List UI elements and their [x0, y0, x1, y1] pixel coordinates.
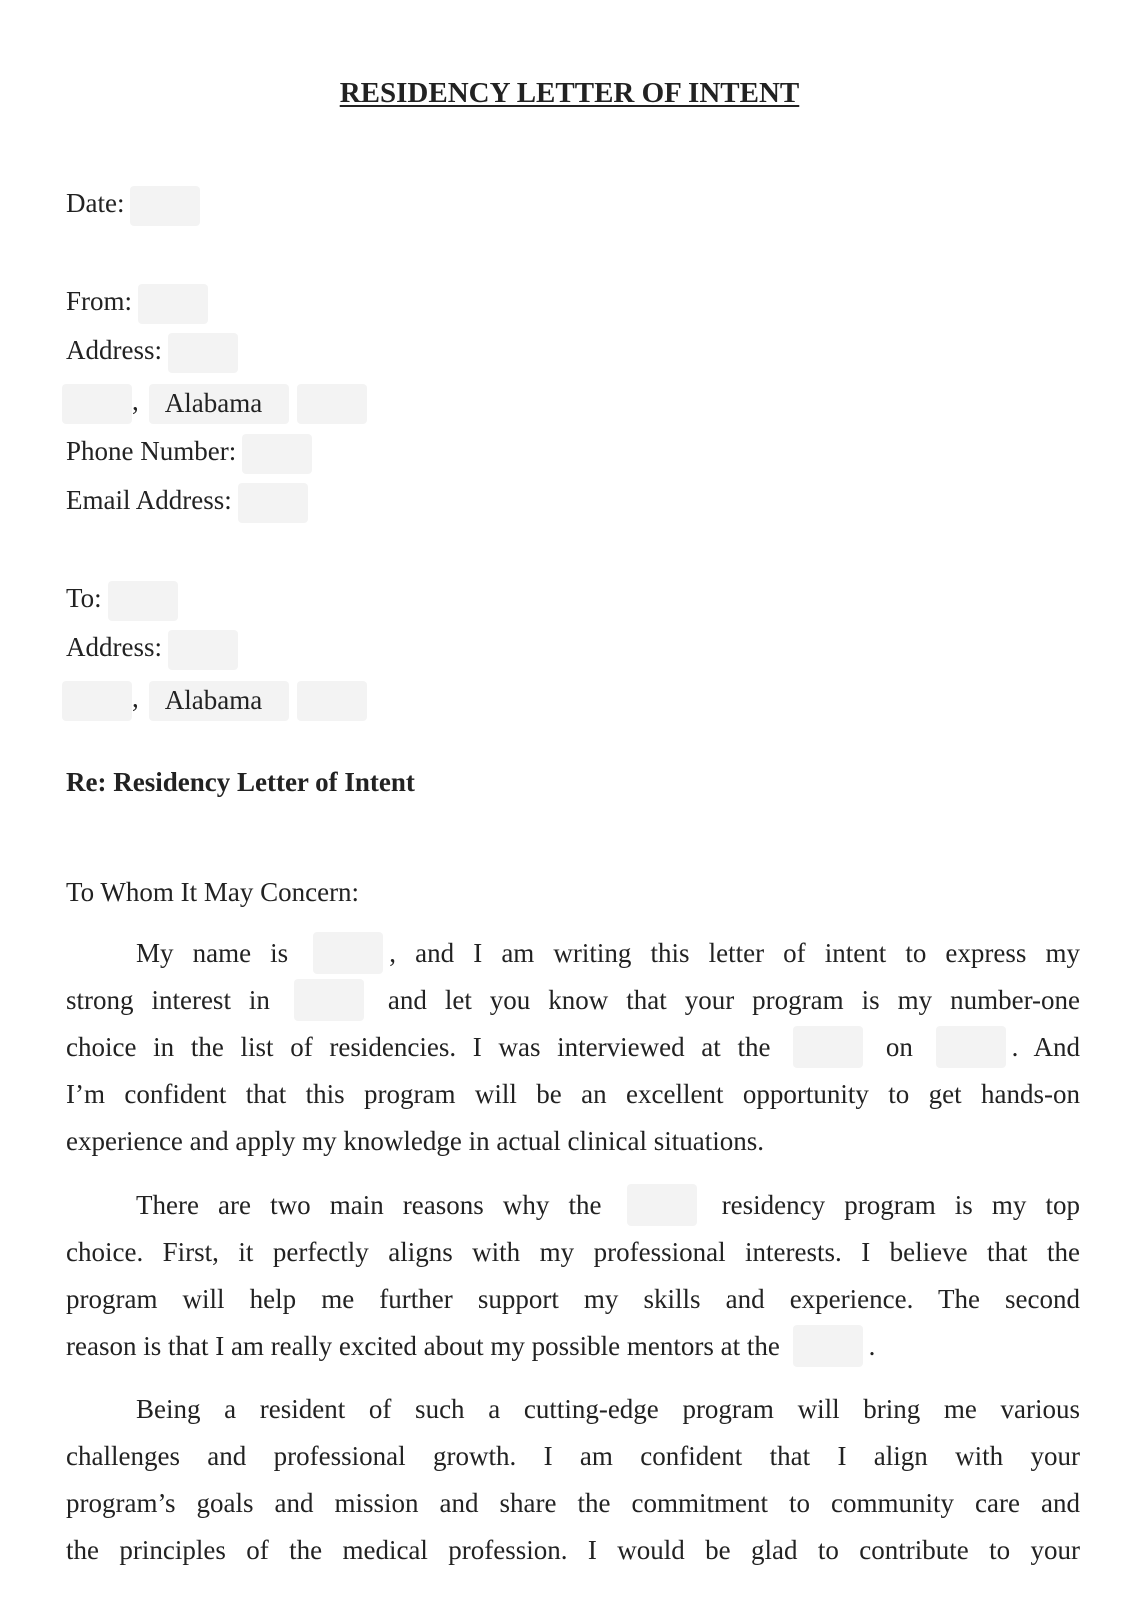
- paragraph-line: choice. First, it perfectly aligns with my professional interests. I believe that the: [66, 1237, 1080, 1267]
- comma: ,: [132, 683, 139, 714]
- to-city-state-line: [62, 681, 367, 721]
- subject-line: Re: Residency Letter of Intent: [66, 767, 415, 797]
- to-label: To:: [66, 583, 102, 614]
- mentor-institution-field[interactable]: [793, 1325, 863, 1367]
- to-zip-field[interactable]: [297, 681, 367, 721]
- applicant-name-field[interactable]: [313, 932, 383, 974]
- paragraph-3: [66, 1386, 1080, 1574]
- from-address-field[interactable]: [168, 333, 238, 373]
- from-address-label: Address:: [66, 335, 162, 366]
- paragraph-line: the principles of the medical profession. I would be glad to contribute to your: [66, 1535, 1080, 1565]
- program-field[interactable]: [294, 979, 364, 1021]
- paragraph-line: Being a resident of such a cutting-edge program will bring me various: [136, 1394, 1080, 1424]
- institution-field[interactable]: [793, 1026, 863, 1068]
- from-address-line: [66, 333, 238, 373]
- from-state-value: Alabama: [164, 388, 263, 418]
- to-address-label: Address:: [66, 632, 162, 663]
- residency-program-field[interactable]: [627, 1184, 697, 1226]
- paragraph-line: There are two main reasons why the residency program is my top: [66, 1182, 1080, 1229]
- to-state-field[interactable]: [149, 681, 289, 721]
- from-zip-field[interactable]: [297, 384, 367, 424]
- from-label: From:: [66, 286, 133, 317]
- paragraph-line: strong interest in and let you know that your program is my number-one: [66, 977, 1080, 1024]
- date-field[interactable]: [130, 186, 200, 226]
- paragraph-line: choice in the list of residencies. I was interviewed at the on . And: [66, 1024, 1080, 1071]
- date-line: [66, 186, 200, 226]
- paragraph-1: [66, 930, 1080, 1165]
- to-address-line: [66, 630, 238, 670]
- from-city-field[interactable]: [62, 384, 132, 424]
- comma: ,: [132, 386, 139, 417]
- paragraph-line: reason is that I am really excited about my possible mentors at the .: [66, 1323, 1080, 1370]
- from-line: [66, 284, 208, 324]
- from-city-state-line: [62, 384, 367, 424]
- to-name-field[interactable]: [108, 581, 178, 621]
- paragraph-2: [66, 1182, 1080, 1370]
- paragraph-line: program will help me further support my skills and experience. The second: [66, 1284, 1080, 1314]
- date-label: Date:: [66, 188, 125, 219]
- paragraph-line: My name is , and I am writing this letter of intent to express my: [66, 930, 1080, 977]
- to-line: [66, 581, 178, 621]
- to-state-value: Alabama: [164, 685, 263, 715]
- paragraph-line: experience and apply my knowledge in actual clinical situations.: [66, 1126, 765, 1156]
- paragraph-line: program’s goals and mission and share the commitment to community care and: [66, 1488, 1080, 1518]
- document-title: RESIDENCY LETTER OF INTENT: [339, 77, 800, 109]
- phone-label: Phone Number:: [66, 436, 237, 467]
- to-city-field[interactable]: [62, 681, 132, 721]
- salutation: To Whom It May Concern:: [66, 877, 360, 907]
- phone-line: [66, 434, 312, 474]
- email-line: [66, 483, 308, 523]
- from-state-field[interactable]: [149, 384, 289, 424]
- paragraph-line: I’m confident that this program will be an excellent opportunity to get hands-on: [66, 1079, 1080, 1109]
- email-label: Email Address:: [66, 485, 232, 516]
- from-name-field[interactable]: [138, 284, 208, 324]
- phone-field[interactable]: [242, 434, 312, 474]
- interview-date-field[interactable]: [936, 1026, 1006, 1068]
- email-field[interactable]: [238, 483, 308, 523]
- paragraph-line: challenges and professional growth. I am confident that I align with your: [66, 1441, 1080, 1471]
- to-address-field[interactable]: [168, 630, 238, 670]
